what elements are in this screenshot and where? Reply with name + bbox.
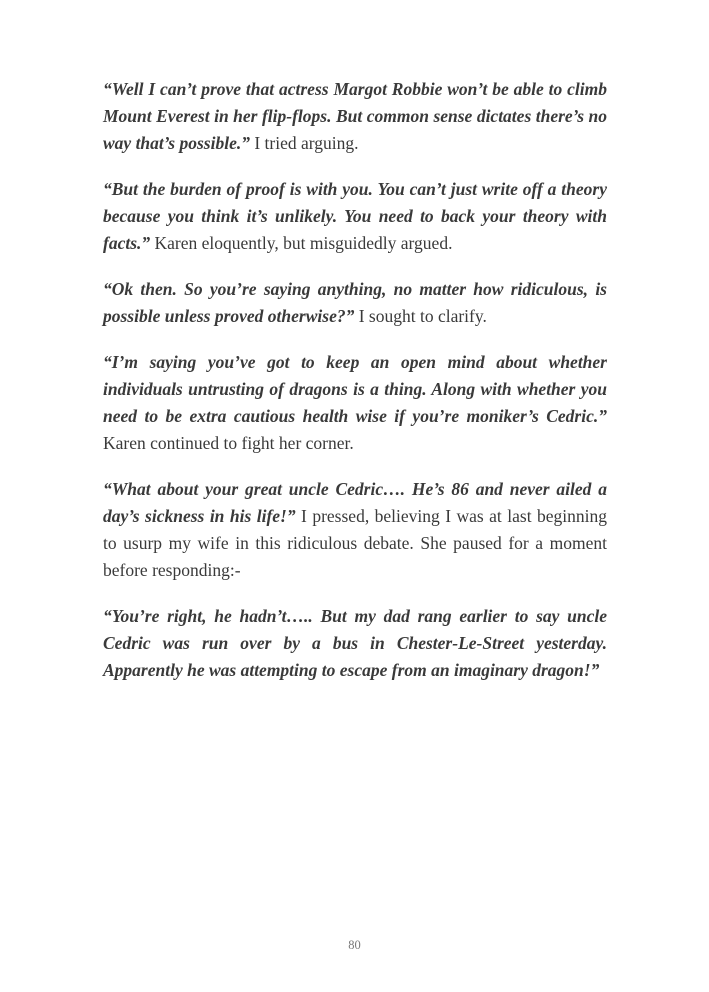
narration-text: Karen eloquently, but misguidedly argued.	[150, 233, 453, 253]
narration-text: I tried arguing.	[249, 133, 359, 153]
narration-text: Karen continued to fight her corner.	[103, 433, 354, 453]
quote-text: “Ok then. So you’re saying anything, no matter how ridiculous, is possible unless proved otherwise?”	[103, 279, 607, 326]
quote-text: “I’m saying you’ve got to keep an open mind about whether individuals untrusting of dragons is a thing. Along with whether you need to be extra cautious health wise if you’re moniker’s Cedric.”	[103, 352, 607, 426]
text-block	[103, 76, 607, 703]
quote-text: “What about your great uncle Cedric…. He’s 86 and never ailed a day’s sickness in his life!”	[103, 479, 607, 526]
paragraph	[103, 603, 607, 684]
narration-text: I pressed, believing I was at last beginning to usurp my wife in this ridiculous debate. She paused for a moment before responding:-	[103, 506, 607, 580]
narration-text: I sought to clarify.	[354, 306, 487, 326]
paragraph	[103, 76, 607, 157]
page-number: 80	[348, 938, 361, 952]
quote-text: “Well I can’t prove that actress Margot Robbie won’t be able to climb Mount Everest in her flip-flops. But common sense dictates there’s no way that’s possible.”	[103, 79, 607, 153]
paragraph	[103, 476, 607, 584]
quote-text: “You’re right, he hadn’t….. But my dad rang earlier to say uncle Cedric was run over by a bus in Chester-Le-Street yesterday. Apparently he was attempting to escape from an imaginary dragon!”	[103, 606, 607, 680]
paragraph	[103, 176, 607, 257]
quote-text: “But the burden of proof is with you. You can’t just write off a theory because you think it’s unlikely. You need to back your theory with facts.”	[103, 179, 607, 253]
paragraph	[103, 349, 607, 457]
paragraph	[103, 276, 607, 330]
